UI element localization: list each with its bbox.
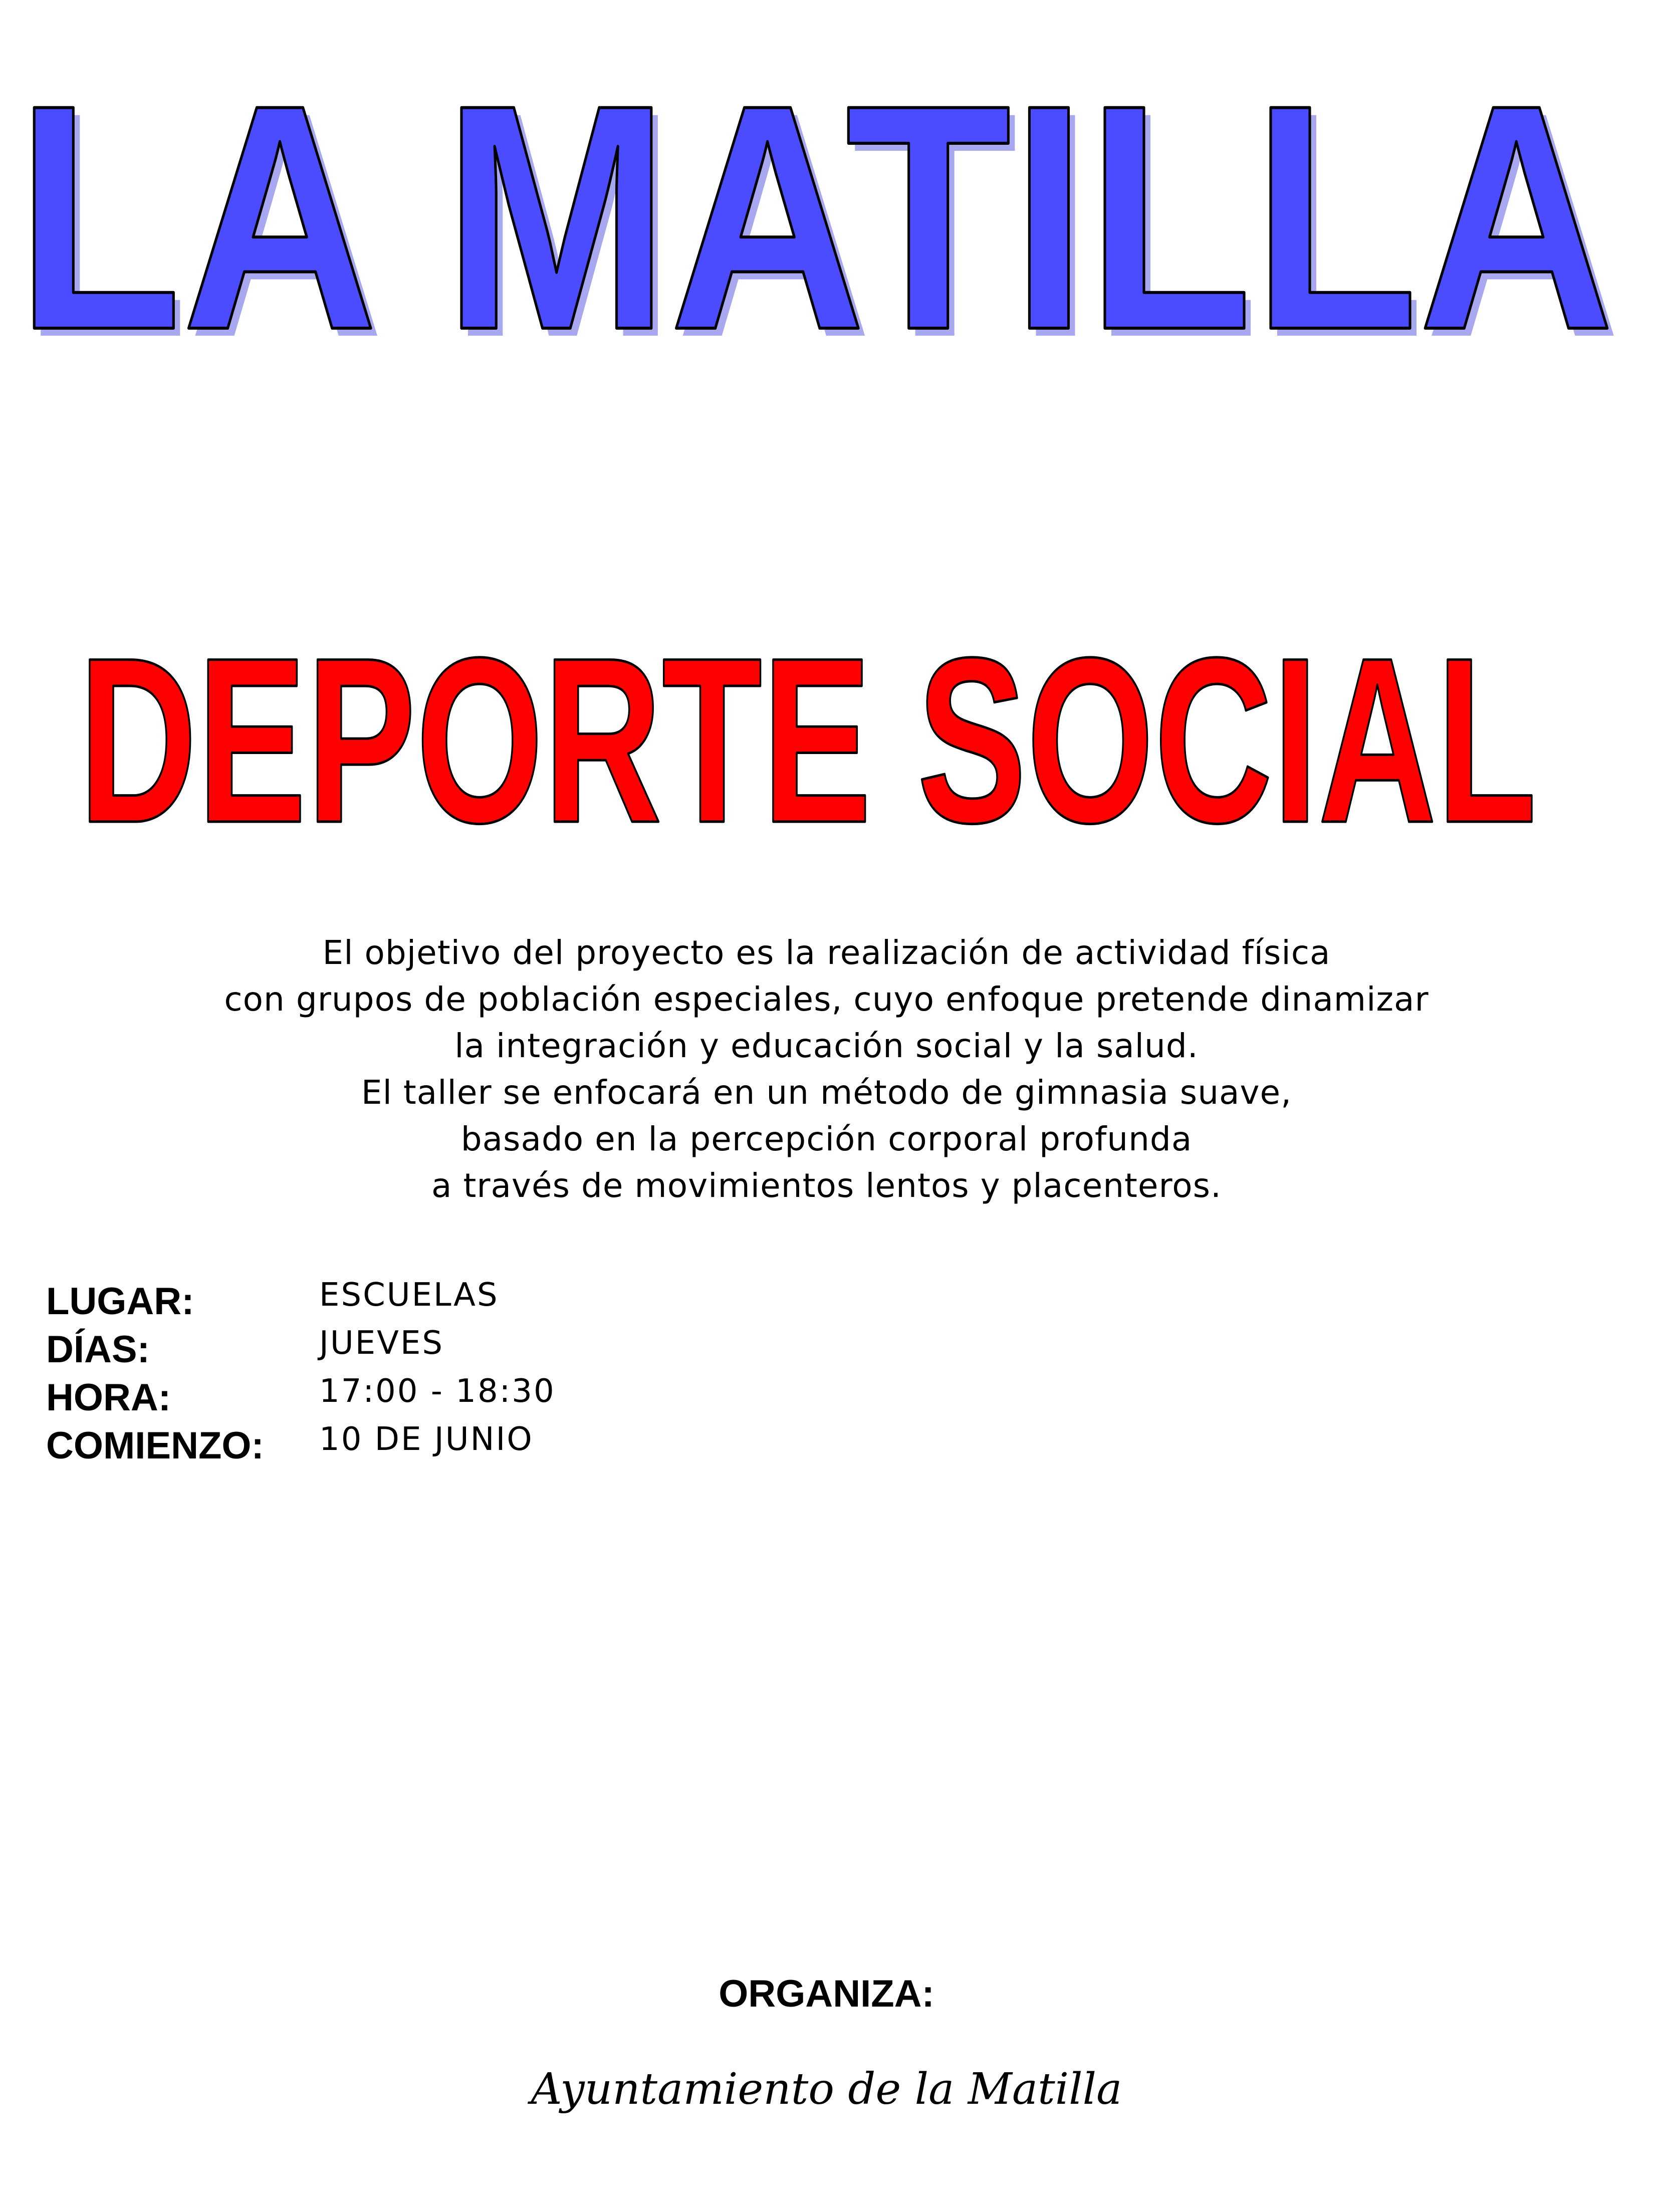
description-line: El objetivo del proyecto es la realización de actividad física — [322, 933, 1331, 972]
detail-row-hora — [46, 1371, 848, 1419]
poster-subtitle — [0, 591, 1653, 852]
detail-row-dias — [46, 1323, 848, 1371]
detail-value: JUEVES — [319, 1325, 444, 1362]
description-line: a través de movimientos lentos y placenteros. — [431, 1166, 1222, 1205]
organiza-heading: ORGANIZA: — [719, 1973, 934, 2015]
detail-value: ESCUELAS — [319, 1277, 499, 1314]
description-line: la integración y educación social y la salud. — [454, 1027, 1199, 1065]
project-description — [0, 929, 1653, 1209]
detail-label: LUGAR: — [46, 1280, 194, 1323]
detail-value: 10 DE JUNIO — [319, 1421, 534, 1458]
event-details — [46, 1275, 848, 1467]
detail-label: DÍAS: — [46, 1328, 150, 1371]
poster-title-text: LA MATILLA — [16, 38, 1614, 381]
detail-label: HORA: — [46, 1376, 171, 1419]
detail-row-comienzo — [46, 1419, 848, 1467]
poster-subtitle-text: DEPORTE SOCIAL — [79, 609, 1537, 852]
detail-value: 17:00 - 18:30 — [319, 1373, 556, 1410]
description-line: El taller se enfocará en un método de gimnasia suave, — [361, 1073, 1292, 1112]
description-line: basado en la percepción corporal profunda — [460, 1120, 1193, 1158]
poster-title — [0, 0, 1653, 381]
detail-label: COMIENZO: — [46, 1424, 264, 1467]
detail-row-lugar — [46, 1275, 848, 1323]
organizer-name: Ayuntamiento de la Matilla — [531, 2064, 1122, 2114]
description-line: con grupos de población especiales, cuyo enfoque pretende dinamizar — [224, 980, 1429, 1019]
poster-title-shadow: LA MATILLA — [23, 46, 1621, 381]
